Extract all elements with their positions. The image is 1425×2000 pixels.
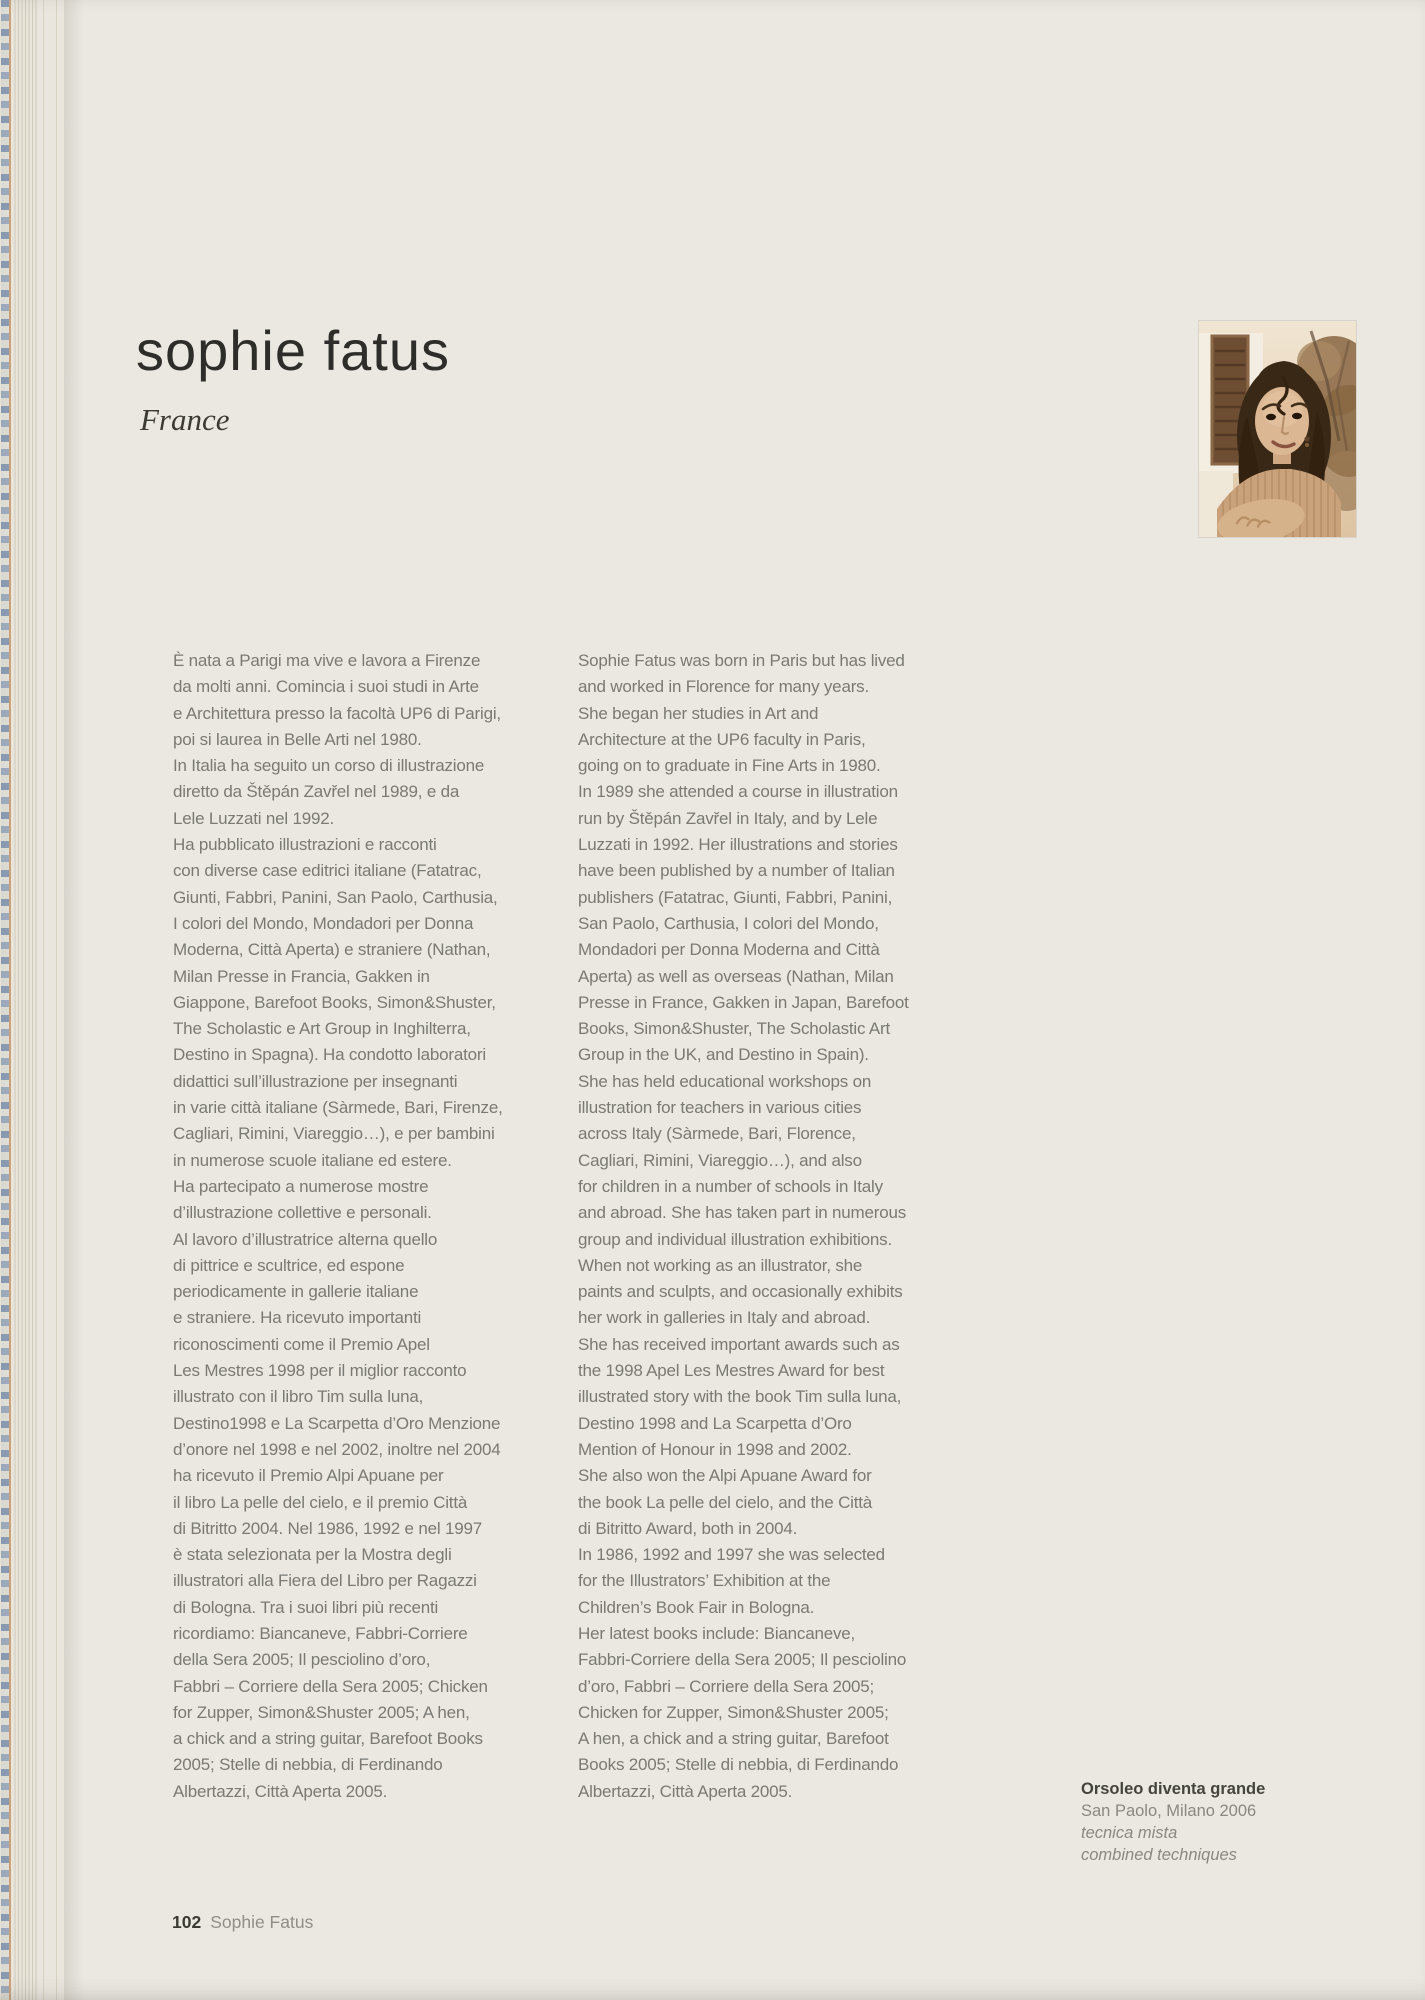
text-line: di Bologna. Tra i suoi libri più recenti — [173, 1597, 439, 1617]
artwork-title: Orsoleo diventa grande — [1081, 1780, 1266, 1798]
text-line: di Bitritto 2004. Nel 1986, 1992 e nel 1997 — [173, 1518, 482, 1538]
text-line: Mention of Honour in 1998 and 2002. — [578, 1439, 852, 1459]
binding-stitch-pattern — [1, 0, 9, 2000]
text-line: the 1998 Apel Les Mestres Award for best — [578, 1361, 885, 1381]
text-line: her work in galleries in Italy and abroad. — [578, 1308, 871, 1328]
text-line: illustration for teachers in various cities — [578, 1098, 862, 1118]
text-line: In 1989 she attended a course in illustration — [578, 782, 898, 802]
text-line: Chicken for Zupper, Simon&Shuster 2005; — [578, 1702, 889, 1722]
text-line: È nata a Parigi ma vive e lavora a Firenze — [173, 651, 481, 670]
text-line: d’oro, Fabbri – Corriere della Sera 2005; — [578, 1676, 875, 1696]
text-line: paints and sculpts, and occasionally exhibits — [578, 1282, 903, 1302]
text-line: and worked in Florence for many years. — [578, 677, 869, 697]
text-line: della Sera 2005; Il pesciolino d’oro, — [173, 1650, 431, 1670]
text-line: 2005; Stelle di nebbia, di Ferdinando — [173, 1755, 443, 1775]
text-line: for the Illustrators’ Exhibition at the — [578, 1571, 831, 1591]
text-line: Ha pubblicato illustrazioni e racconti — [173, 835, 437, 855]
text-line: Fabbri-Corriere della Sera 2005; Il pesciolino — [578, 1650, 907, 1670]
text-line: She also won the Alpi Apuane Award for — [578, 1466, 872, 1486]
page-edges-fine — [12, 0, 38, 2000]
text-line: in numerose scuole italiane ed estere. — [173, 1150, 452, 1170]
text-line: group and individual illustration exhibitions. — [578, 1229, 892, 1249]
text-line: Sophie Fatus was born in Paris but has lived — [578, 651, 905, 670]
text-line: Destino1998 e La Scarpetta d’Oro Menzione — [173, 1413, 501, 1433]
text-line: Children’s Book Fair in Bologna. — [578, 1597, 815, 1617]
text-line: run by Štěpán Zavřel in Italy, and by Lele — [578, 808, 878, 828]
footer-artist-name: Sophie Fatus — [210, 1912, 314, 1932]
artwork-technique-english: combined techniques — [1081, 1846, 1237, 1864]
text-line: Destino 1998 and La Scarpetta d’Oro — [578, 1413, 852, 1433]
artwork-publisher: San Paolo, Milano 2006 — [1081, 1802, 1257, 1820]
text-line: Moderna, Città Aperta) e straniere (Nathan, — [173, 940, 491, 960]
text-line: Albertazzi, Città Aperta 2005. — [578, 1781, 793, 1801]
text-line: In Italia ha seguito un corso di illustrazione — [173, 756, 485, 776]
text-line: da molti anni. Comincia i suoi studi in Arte — [173, 677, 479, 697]
text-line: Fabbri – Corriere della Sera 2005; Chicken — [173, 1676, 488, 1696]
page-edges-coarse — [38, 0, 64, 2000]
text-line: She has held educational workshops on — [578, 1071, 872, 1091]
text-line: Albertazzi, Città Aperta 2005. — [173, 1781, 388, 1801]
text-line: è stata selezionata per la Mostra degli — [173, 1545, 452, 1565]
book-binding-edge — [0, 0, 64, 2000]
artist-country: France — [140, 402, 230, 437]
artwork-caption — [1081, 1778, 1265, 1866]
text-line: Books 2005; Stelle di nebbia, di Ferdinando — [578, 1755, 899, 1775]
text-line: Giunti, Fabbri, Panini, San Paolo, Carthusia, — [173, 887, 498, 907]
text-line: I colori del Mondo, Mondadori per Donna — [173, 913, 474, 933]
bio-english-column — [578, 648, 909, 1805]
text-line: didattici sull’illustrazione per insegnanti — [173, 1071, 458, 1091]
text-line: The Scholastic e Art Group in Inghilterra, — [173, 1019, 471, 1039]
text-line: Aperta) as well as overseas (Nathan, Milan — [578, 966, 894, 986]
text-line: Architecture at the UP6 faculty in Paris, — [578, 729, 866, 749]
text-line: diretto da Štěpán Zavřel nel 1989, e da — [173, 782, 460, 802]
text-line: across Italy (Sàrmede, Bari, Florence, — [578, 1124, 856, 1144]
text-line: Giappone, Barefoot Books, Simon&Shuster, — [173, 992, 496, 1012]
text-line: Lele Luzzati nel 1992. — [173, 808, 335, 828]
text-line: illustratori alla Fiera del Libro per Ragazzi — [173, 1571, 477, 1591]
text-line: riconoscimenti come il Premio Apel — [173, 1334, 430, 1354]
binding-shadow — [64, 0, 84, 2000]
text-line: con diverse case editrici italiane (Fatatrac, — [173, 861, 482, 881]
text-line: Les Mestres 1998 per il miglior racconto — [173, 1361, 467, 1381]
text-line: When not working as an illustrator, she — [578, 1255, 863, 1275]
text-line: di pittrice e scultrice, ed espone — [173, 1255, 405, 1275]
text-line: ha ricevuto il Premio Alpi Apuane per — [173, 1466, 444, 1486]
text-line: Milan Presse in Francia, Gakken in — [173, 966, 430, 986]
artist-name-title: sophie fatus — [136, 319, 450, 382]
text-line: San Paolo, Carthusia, I colori del Mondo, — [578, 913, 879, 933]
text-line: illustrated story with the book Tim sulla luna, — [578, 1387, 902, 1407]
text-line: ricordiamo: Biancaneve, Fabbri-Corriere — [173, 1623, 468, 1643]
text-line: In 1986, 1992 and 1997 she was selected — [578, 1545, 885, 1565]
text-line: She began her studies in Art and — [578, 703, 819, 723]
binding-accent-line — [9, 0, 11, 2000]
text-line: d’illustrazione collettive e personali. — [173, 1203, 432, 1223]
text-line: periodicamente in gallerie italiane — [173, 1282, 419, 1302]
text-line: Al lavoro d’illustratrice alterna quello — [173, 1229, 438, 1249]
text-line: Ha partecipato a numerose mostre — [173, 1176, 429, 1196]
text-line: Mondadori per Donna Moderna and Città — [578, 940, 880, 960]
text-line: Books, Simon&Shuster, The Scholastic Art — [578, 1019, 891, 1039]
text-line: the book La pelle del cielo, and the Città — [578, 1492, 873, 1512]
text-line: She has received important awards such as — [578, 1334, 900, 1354]
text-line: d’onore nel 1998 e nel 2002, inoltre nel 2004 — [173, 1439, 501, 1459]
text-line: a chick and a string guitar, Barefoot Books — [173, 1729, 483, 1749]
text-line: Group in the UK, and Destino in Spain). — [578, 1045, 869, 1065]
text-line: Presse in France, Gakken in Japan, Barefoot — [578, 992, 909, 1012]
text-line: publishers (Fatatrac, Giunti, Fabbri, Panini, — [578, 887, 893, 907]
text-line: di Bitritto Award, both in 2004. — [578, 1518, 798, 1538]
text-line: for children in a number of schools in Italy — [578, 1176, 883, 1196]
text-line: for Zupper, Simon&Shuster 2005; A hen, — [173, 1702, 470, 1722]
text-line: Cagliari, Rimini, Viareggio…), e per bambini — [173, 1124, 495, 1144]
page-number: 102 — [172, 1912, 202, 1932]
portrait-photo — [1199, 321, 1356, 537]
text-line: illustrato con il libro Tim sulla luna, — [173, 1387, 424, 1407]
text-line: and abroad. She has taken part in numerous — [578, 1203, 907, 1223]
portrait-photo-illustration — [1199, 321, 1356, 537]
text-line: going on to graduate in Fine Arts in 1980. — [578, 756, 881, 776]
text-line: in varie città italiane (Sàrmede, Bari, Firenze, — [173, 1098, 503, 1118]
text-line: poi si laurea in Belle Arti nel 1980. — [173, 729, 422, 749]
text-line: e straniere. Ha ricevuto importanti — [173, 1308, 422, 1328]
text-line: A hen, a chick and a string guitar, Barefoot — [578, 1729, 889, 1749]
text-line: Her latest books include: Biancaneve, — [578, 1623, 856, 1643]
artwork-technique-italian: tecnica mista — [1081, 1824, 1178, 1842]
bio-italian-column — [173, 648, 503, 1805]
text-line: e Architettura presso la facoltà UP6 di Parigi, — [173, 703, 501, 723]
text-line: Cagliari, Rimini, Viareggio…), and also — [578, 1150, 862, 1170]
text-line: il libro La pelle del cielo, e il premio Città — [173, 1492, 468, 1512]
page-footer — [172, 1912, 313, 1933]
text-line: have been published by a number of Italian — [578, 861, 895, 881]
text-line: Luzzati in 1992. Her illustrations and stories — [578, 835, 898, 855]
text-line: Destino in Spagna). Ha condotto laboratori — [173, 1045, 486, 1065]
